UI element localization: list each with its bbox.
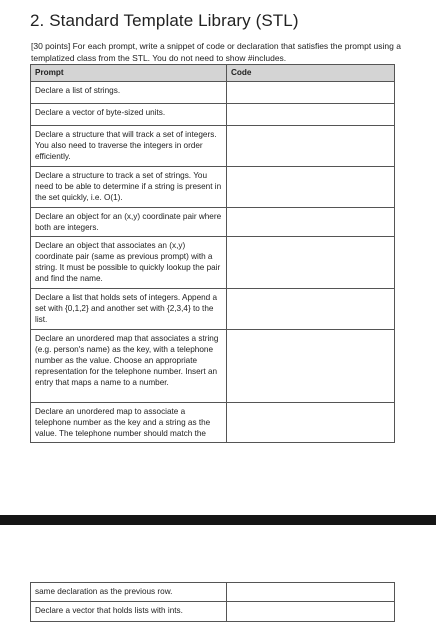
table-row [31, 330, 395, 403]
table-row [31, 208, 395, 237]
page-title: 2. Standard Template Library (STL) [30, 11, 299, 30]
prompt-cell: Declare an unordered map to associate a telephone number as the key and a string as the value. The telephone number should match the [31, 403, 227, 443]
code-cell[interactable] [227, 403, 395, 443]
instructions-text: [30 points] For each prompt, write a snippet of code or declaration that satisfies the prompt using a templatized class from the STL. You do not need to show #includes. [31, 41, 401, 63]
code-cell[interactable] [227, 104, 395, 126]
prompt-cell: Declare an unordered map that associates a string (e.g. person's name) as the key, with a telephone number as the value. Choose an appropriate representation for the telephone number. Insert an entry that maps a name to a number. [31, 330, 227, 403]
code-cell[interactable] [227, 237, 395, 289]
prompt-cell: Declare a vector that holds lists with ints. [31, 602, 227, 622]
code-column-header: Code [227, 65, 395, 82]
prompt-cell: Declare a vector of byte-sized units. [31, 104, 227, 126]
stl-prompts-table-continued [30, 582, 395, 622]
table-row [31, 167, 395, 208]
table-row [31, 82, 395, 104]
code-cell[interactable] [227, 208, 395, 237]
table-row [31, 289, 395, 330]
prompt-cell: Declare a structure to track a set of strings. You need to be able to determine if a string is present in the set quickly, i.e. O(1). [31, 167, 227, 208]
table-row [31, 104, 395, 126]
prompt-column-header: Prompt [31, 65, 227, 82]
code-cell[interactable] [227, 602, 395, 622]
page-break-divider [0, 515, 436, 525]
code-cell[interactable] [227, 330, 395, 403]
code-cell[interactable] [227, 82, 395, 104]
code-cell[interactable] [227, 583, 395, 602]
table-row [31, 237, 395, 289]
prompt-cell: Declare an object for an (x,y) coordinate pair where both are integers. [31, 208, 227, 237]
table-row [31, 602, 395, 622]
table-row [31, 126, 395, 167]
table-row [31, 403, 395, 443]
prompt-cell: same declaration as the previous row. [31, 583, 227, 602]
prompt-cell: Declare a structure that will track a set of integers. You also need to traverse the integers in order efficiently. [31, 126, 227, 167]
prompt-cell: Declare an object that associates an (x,y) coordinate pair (same as previous prompt) with a string. It must be possible to quickly lookup the pair and find the name. [31, 237, 227, 289]
code-cell[interactable] [227, 126, 395, 167]
table-row [31, 583, 395, 602]
code-cell[interactable] [227, 289, 395, 330]
stl-prompts-table [30, 64, 395, 443]
prompt-cell: Declare a list of strings. [31, 82, 227, 104]
code-cell[interactable] [227, 167, 395, 208]
prompt-cell: Declare a list that holds sets of integers. Append a set with {0,1,2} and another set with {2,3,4} to the list. [31, 289, 227, 330]
